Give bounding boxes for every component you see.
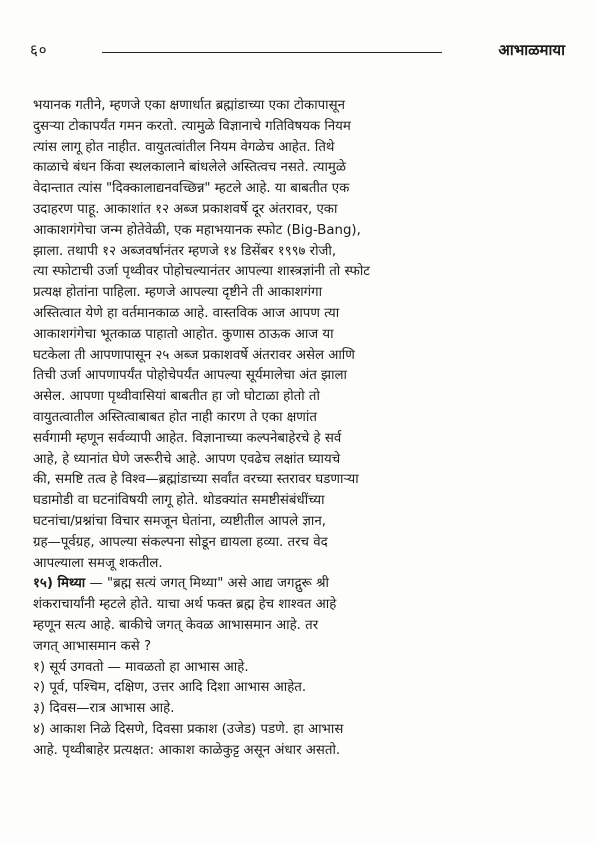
page-number: ६० <box>30 41 48 59</box>
text-line: अस्तित्वात येणे हा वर्तमानकाळ आहे. वास्तविक आज आपण त्या <box>33 305 340 321</box>
body-text <box>33 96 563 762</box>
header-rule <box>102 52 442 53</box>
list-item: ४) आकाश निळे दिसणे, दिवसा प्रकाश (उजेड) पडणे. हा आभास <box>33 721 344 737</box>
text-line: काळाचे बंधन किंवा स्थलकालाने बांधलेले अस्तित्वच नसते. त्यामुळे <box>33 160 346 176</box>
page-header <box>30 40 565 62</box>
text-line: म्हणून सत्य आहे. बाकीचे जगत् केवळ आभासमान आहे. तर <box>33 617 319 633</box>
text-line: घटकेला ती आपणापासून २५ अब्ज प्रकाशवर्षे अंतरावर असेल आणि <box>33 347 355 363</box>
numbered-list <box>33 658 563 762</box>
text-line: असेल. आपणा पृथ्वीवासियां बाबतीत हा जो घोटाळा होतो तो <box>33 389 320 405</box>
text-line: त्या स्फोटाची उर्जा पृथ्वीवर पोहोचल्यानंतर आपल्या शास्त्रज्ञांनी तो स्फोट <box>33 264 371 280</box>
text-line: प्रत्यक्ष होतांना पाहिला. म्हणजे आपल्या दृष्टीने ती आकाशगंगा <box>33 285 323 301</box>
text-line: वायुतत्वातील अस्तित्वाबाबत होत नाही कारण ते एका क्षणांत <box>33 409 317 425</box>
list-item: २) पूर्व, पश्चिम, दक्षिण, उत्तर आदि दिशा आभास आहेत. <box>33 680 307 696</box>
list-item: १) सूर्य उगवतो — मावळतो हा आभास आहे. <box>33 659 249 675</box>
text-line: उदाहरण पाहू. आकाशांत १२ अब्ज प्रकाशवर्षे दूर अंतरावर, एका <box>33 201 338 217</box>
list-item: ३) दिवस—रात्र आभास आहे. <box>33 701 175 717</box>
section-first-line <box>33 574 563 595</box>
text-line: घडामोडी वा घटनांविषयी लागू होते. थोडक्यांत समष्टीसंबंधींच्या <box>33 493 325 509</box>
section-text: — "ब्रह्म सत्यं जगत् मिथ्या" असे आद्य जगद्गुरू श्री <box>85 576 329 592</box>
text-line: सर्वगामी म्हणून सर्वव्यापी आहेत. विज्ञानाच्या कल्पनेबाहेरचे हे सर्व <box>33 430 342 446</box>
text-line: आपल्याला समजू शकतील. <box>33 555 163 571</box>
text-line: शंकराचार्यांनी म्हटले होते. याचा अर्थ फक्त ब्रह्म हेच शाश्वत आहे <box>33 597 337 613</box>
section-heading: १५) मिथ्या <box>33 576 86 592</box>
text-line: आकाशगंगेचा भूतकाळ पाहातो आहोत. कुणास ठाऊक आज या <box>33 326 334 342</box>
text-line: वेदान्तात त्यांस "दिक्कालाद्यनवच्छिन्न" म्हटले आहे. या बाबतीत एक <box>33 181 350 197</box>
text-line: झाला. तथापी १२ अब्जवर्षानंतर म्हणजे १४ डिसेंबर १९९७ रोजी, <box>33 243 337 259</box>
text-line: आकाशगंगेचा जन्म होतेवेळी, एक महाभयानक स्फोट (Big-Bang), <box>33 222 361 238</box>
text-line: की, समष्टि तत्व हे विश्व—ब्रह्मांडाच्या सर्वांत वरच्या स्तरावर घडणाऱ्या <box>33 472 359 488</box>
list-item: आहे. पृथ्वीबाहेर प्रत्यक्षत: आकाश काळेकुट्ट असून अंधार असतो. <box>33 742 341 758</box>
text-line: भयानक गतीने, म्हणजे एका क्षणार्धात ब्रह्मांडाच्या एका टोकापासून <box>33 98 345 113</box>
running-title: आभाळमाया <box>498 41 565 59</box>
section-15 <box>33 574 563 657</box>
text-line: तिची उर्जा आपणापर्यंत पोहोचेपर्यंत आपल्या सूर्यमालेचा अंत झाला <box>33 368 347 384</box>
paragraph-1 <box>33 96 563 574</box>
text-line: त्यांस लागू होत नाहीत. वायुतत्वांतील नियम वेगळेच आहेत. तिथे <box>33 139 335 155</box>
text-line: घटनांचा/प्रश्नांचा विचार समजून घेतांना, व्यष्टीतील आपले ज्ञान, <box>33 513 326 529</box>
text-line: जगत् आभासमान कसे ? <box>33 638 152 654</box>
text-line: ग्रह—पूर्वग्रह, आपल्या संकल्पना सोडून द्यायला हव्या. तरच वेद <box>33 534 328 550</box>
text-line: आहे, हे ध्यानांत घेणे जरूरीचे आहे. आपण एवढेच लक्षांत घ्यायचे <box>33 451 341 467</box>
text-line: दुसऱ्या टोकापर्यंत गमन करतो. त्यामुळे विज्ञानाचे गतिविषयक नियम <box>33 118 351 134</box>
